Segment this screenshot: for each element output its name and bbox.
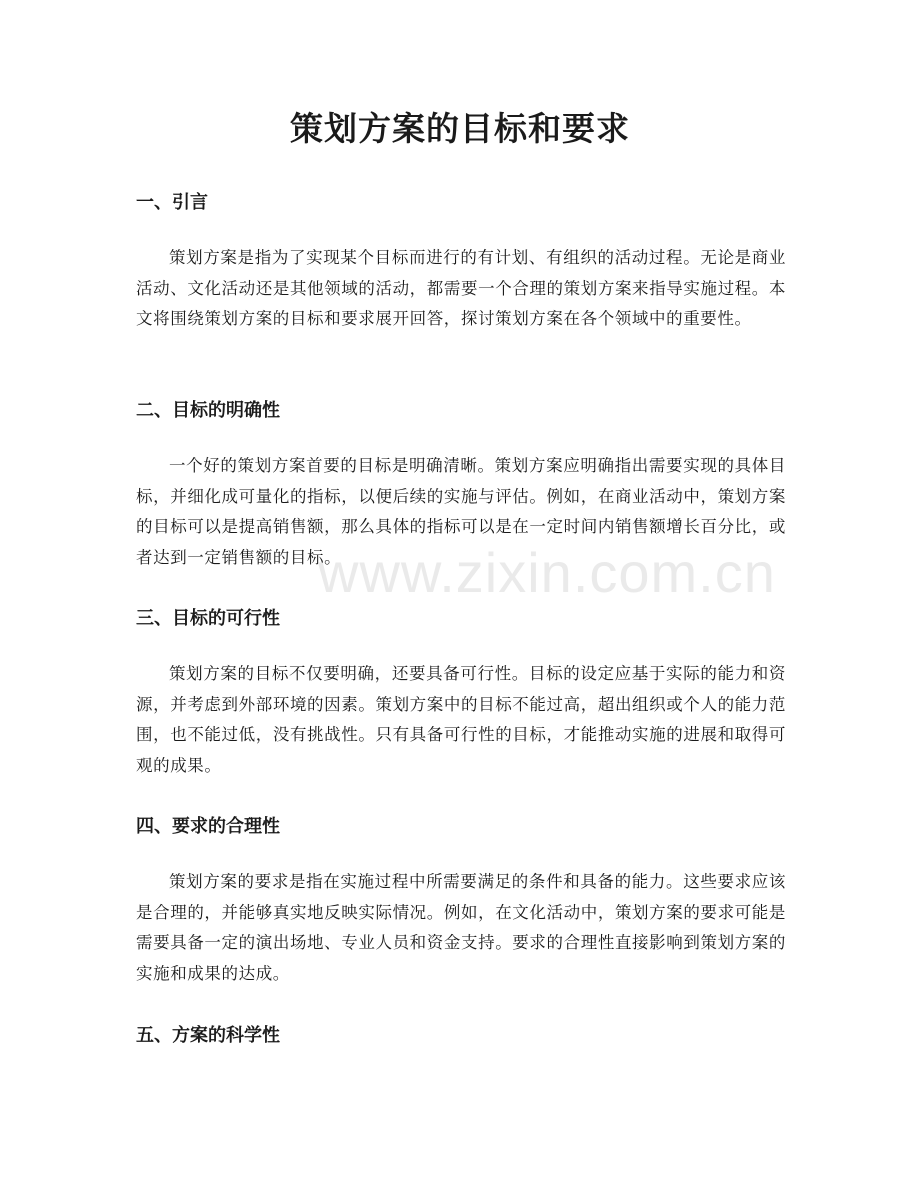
section-goal-feasibility (136, 605, 786, 781)
section-heading: 三、目标的可行性 (136, 608, 280, 629)
section-goal-clarity (136, 397, 786, 573)
section-scientific-approach (136, 1022, 786, 1050)
section-requirement-rationality (136, 813, 786, 989)
section-paragraph: 一个好的策划方案首要的目标是明确清晰。策划方案应明确指出需要实现的具体目标，并细化成可量化的指标，以便后续的实施与评估。例如，在商业活动中，策划方案的目标可以是提高销售额，那么具体的指标可以是在一定时间内销售额增长百分比，或者达到一定销售额的目标。 (136, 456, 786, 567)
section-heading: 一、引言 (136, 192, 208, 213)
watermark-text: www.zixin.com.cn (318, 541, 776, 604)
section-paragraph: 策划方案是指为了实现某个目标而进行的有计划、有组织的活动过程。无论是商业活动、文化活动还是其他领域的活动，都需要一个合理的策划方案来指导实施过程。本文将围绕策划方案的目标和要求展开回答，探讨策划方案在各个领域中的重要性。 (136, 248, 786, 328)
section-heading: 二、目标的明确性 (136, 400, 280, 421)
section-heading: 四、要求的合理性 (136, 816, 280, 837)
section-introduction (136, 189, 786, 335)
document-title: 策划方案的目标和要求 (290, 109, 630, 148)
section-heading: 五、方案的科学性 (136, 1025, 280, 1046)
section-paragraph: 策划方案的要求是指在实施过程中所需要满足的条件和具备的能力。这些要求应该是合理的，并能够真实地反映实际情况。例如，在文化活动中，策划方案的要求可能是需要具备一定的演出场地、专业人员和资金支持。要求的合理性直接影响到策划方案的实施和成果的达成。 (136, 872, 786, 983)
section-paragraph: 策划方案的目标不仅要明确，还要具备可行性。目标的设定应基于实际的能力和资源，并考虑到外部环境的因素。策划方案中的目标不能过高，超出组织或个人的能力范围，也不能过低，没有挑战性。只有具备可行性的目标，才能推动实施的进展和取得可观的成果。 (136, 664, 786, 775)
